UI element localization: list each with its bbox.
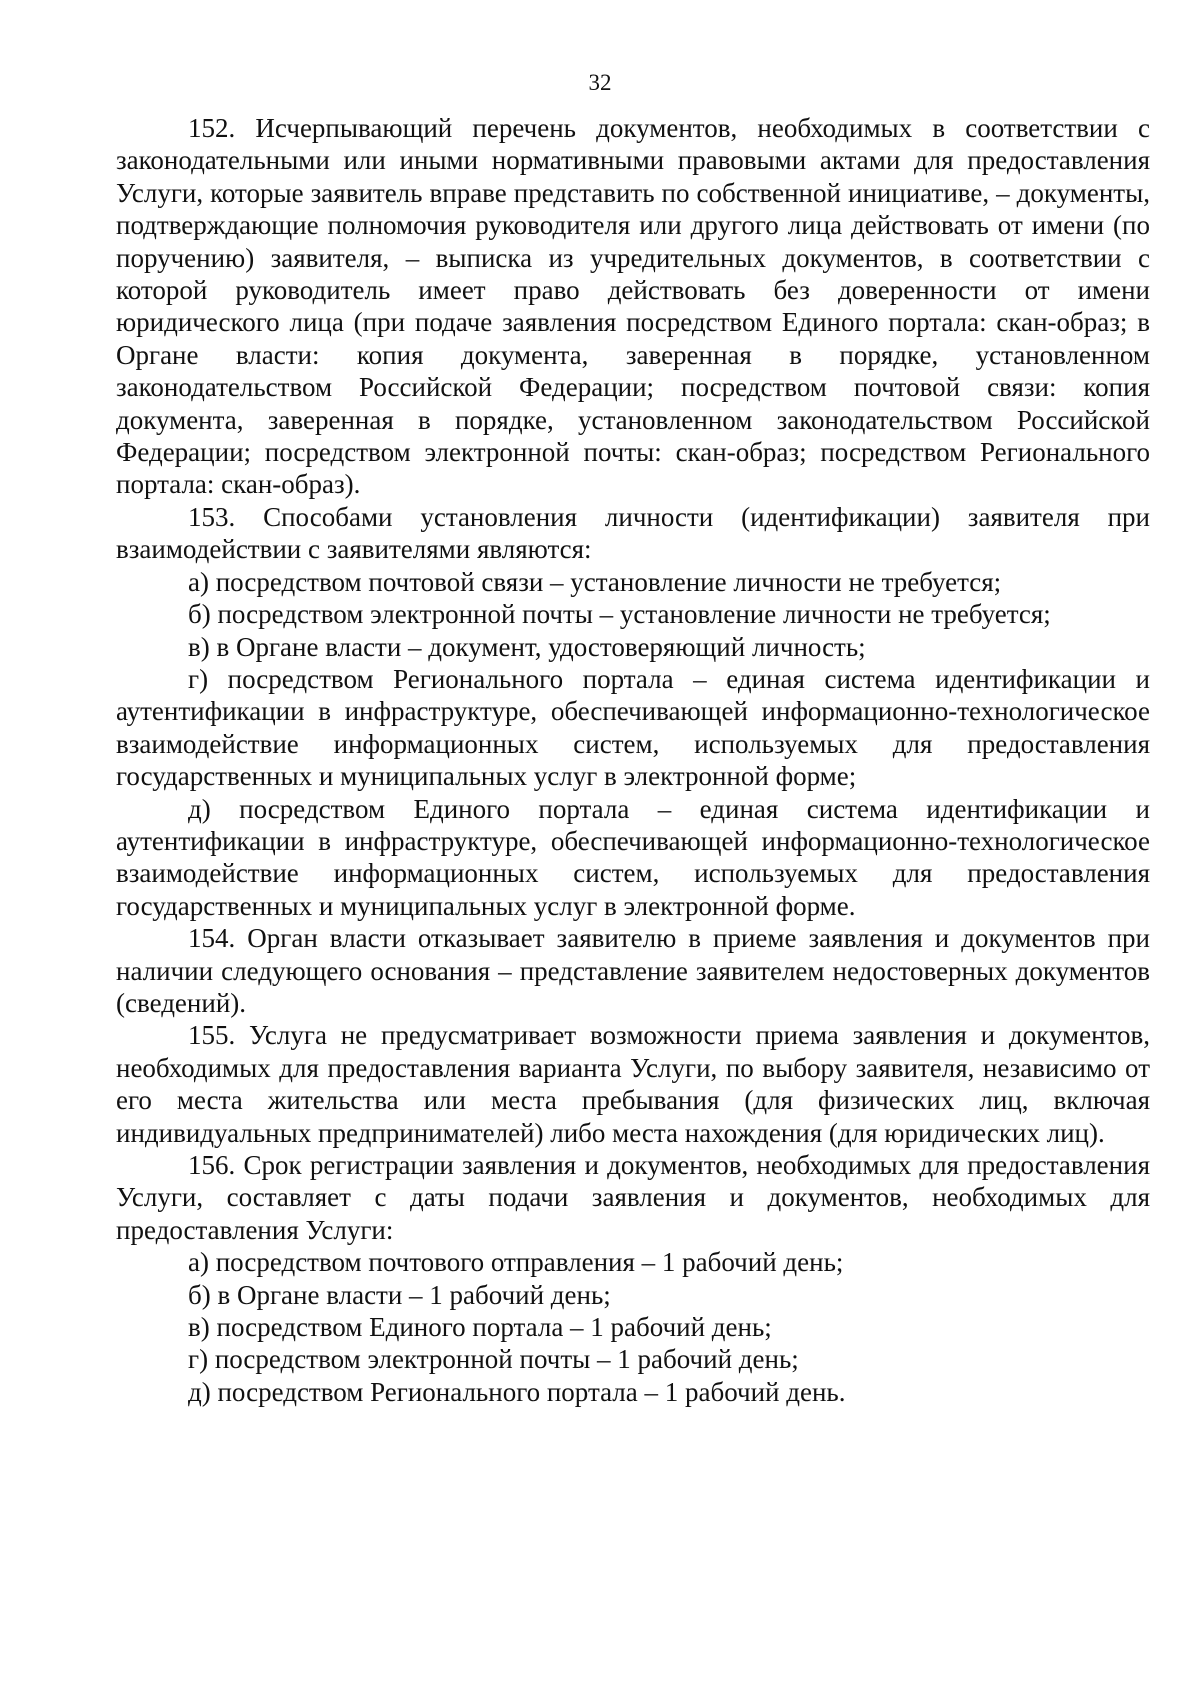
paragraph-154: 154. Орган власти отказывает заявителю в приеме заявления и документов при наличии следующего основания – представление заявителем недостоверных документов (сведений).: [116, 923, 1150, 1018]
list-item-153-g: г) посредством Регионального портала – единая система идентификации и аутентификации в инфраструктуре, обеспечивающей информационно-технологическое взаимодействие информационных систем, используемых для предоставления государственных и муниципальных услуг в электронной форме;: [116, 663, 1150, 792]
list-item-156-b: б) в Органе власти – 1 рабочий день;: [188, 1279, 611, 1310]
paragraph-152: 152. Исчерпывающий перечень документов, необходимых в соответствии с законодательными или иными нормативными правовыми актами для предоставления Услуги, которые заявитель вправе представить по собственной инициативе, – документы, подтверждающие полномочия руководителя или другого лица действовать от имени (по поручению) заявителя, – выписка из учредительных документов, в соответствии с которой руководитель имеет право действовать без доверенности от имени юридического лица (при подаче заявления посредством Единого портала: скан-образ; в Органе власти: копия документа, заверенная в порядке, установленном законодательством Российской Федерации; посредством почтовой связи: копия документа, заверенная в порядке, установленном законодательством Российской Федерации; посредством электронной почты: скан-образ; посредством Регионального портала: скан-образ).: [116, 113, 1150, 500]
list-item-156-d: д) посредством Регионального портала – 1 рабочий день.: [188, 1376, 846, 1407]
document-body: [116, 112, 1150, 1408]
list-item-156-a: а) посредством почтового отправления – 1 рабочий день;: [188, 1247, 844, 1278]
list-item-156-v: в) посредством Единого портала – 1 рабочий день;: [188, 1312, 772, 1343]
paragraph-155: 155. Услуга не предусматривает возможности приема заявления и документов, необходимых для предоставления варианта Услуги, по выбору заявителя, независимо от его места жительства или места пребывания (для физических лиц, включая индивидуальных предпринимателей) либо места нахождения (для юридических лиц).: [116, 1020, 1150, 1148]
page-number: 32: [588, 70, 612, 95]
paragraph-153: 153. Способами установления личности (идентификации) заявителя при взаимодействии с заявителями являются:: [116, 501, 1150, 565]
list-item-153-b: б) посредством электронной почты – установление личности не требуется;: [188, 599, 1051, 630]
list-item-153-a: а) посредством почтовой связи – установление личности не требуется;: [188, 566, 1002, 597]
paragraph-156: 156. Срок регистрации заявления и документов, необходимых для предоставления Услуги, составляет с даты подачи заявления и документов, необходимых для предоставления Услуги:: [116, 1150, 1150, 1245]
list-item-153-v: в) в Органе власти – документ, удостоверяющий личность;: [188, 631, 866, 662]
list-item-153-d: д) посредством Единого портала – единая система идентификации и аутентификации в инфраструктуре, обеспечивающей информационно-технологическое взаимодействие информационных систем, используемых для предоставления государственных и муниципальных услуг в электронной форме.: [116, 793, 1150, 921]
list-item-156-g: г) посредством электронной почты – 1 рабочий день;: [188, 1344, 799, 1375]
